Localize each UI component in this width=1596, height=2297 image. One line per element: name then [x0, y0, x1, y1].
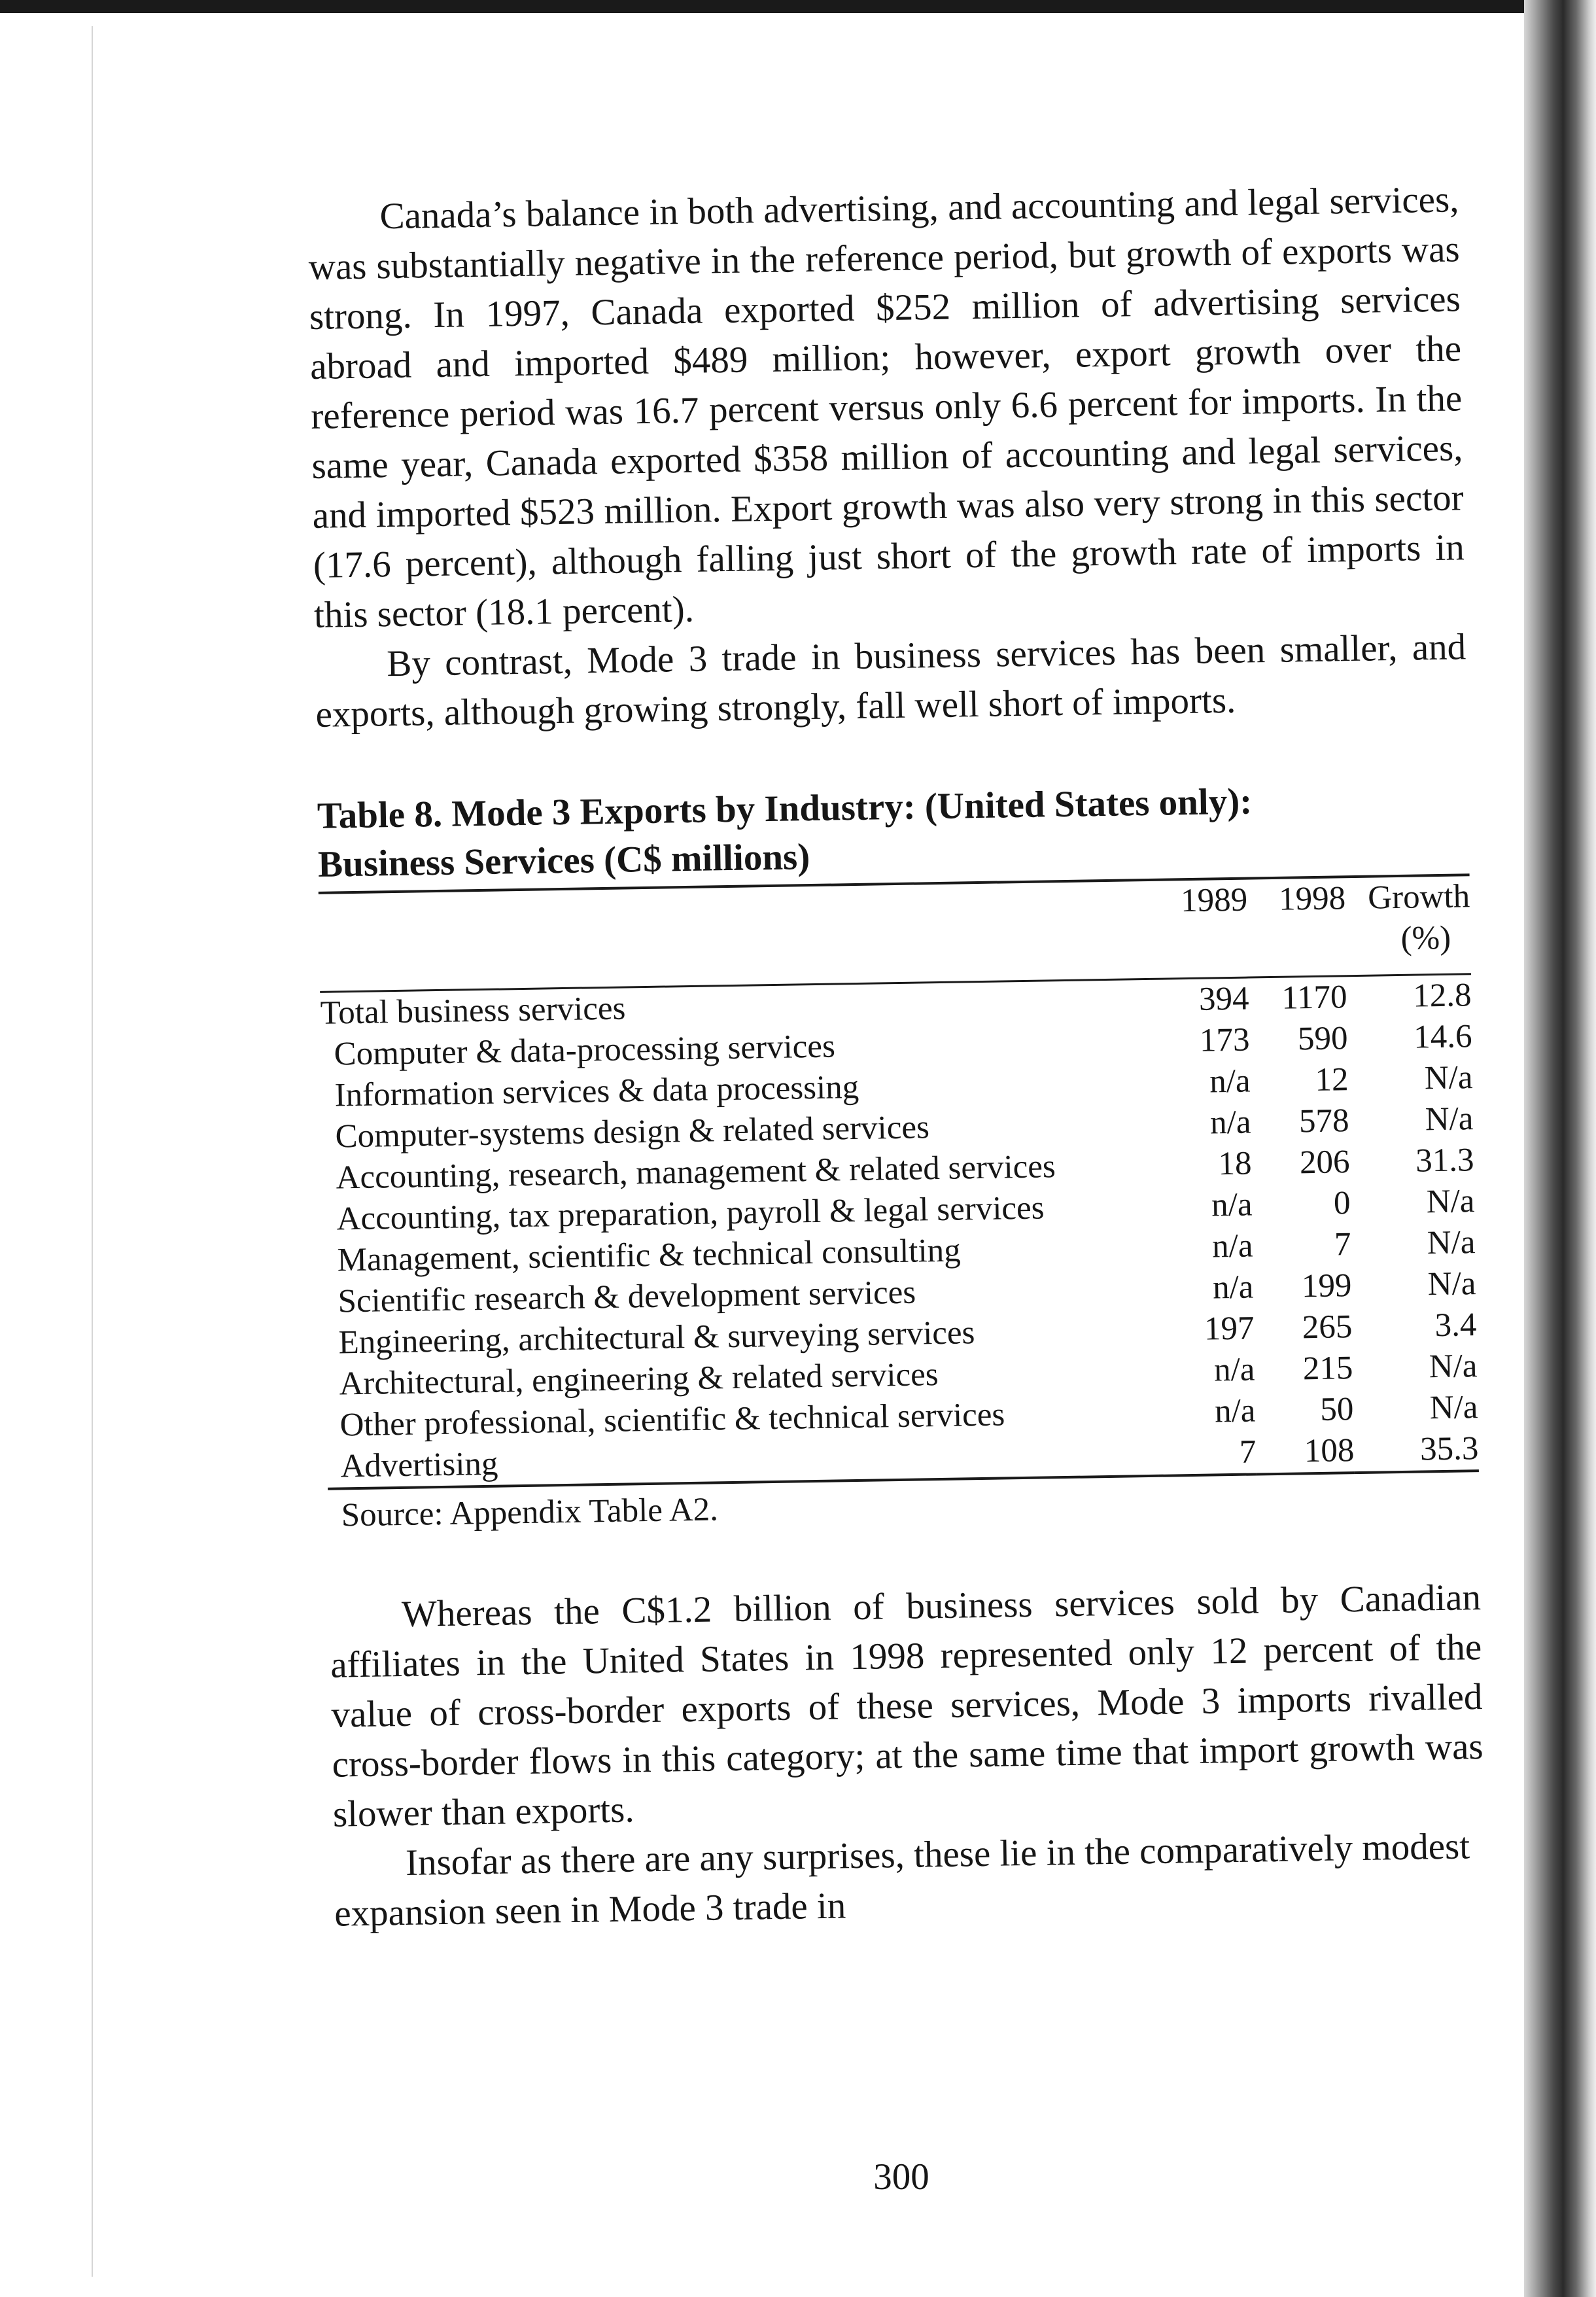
header-growth-unit: (%): [1400, 919, 1451, 957]
page-content: [307, 175, 1486, 1938]
cell-1989: 197: [1204, 1310, 1255, 1348]
page-number: 300: [873, 2156, 929, 2198]
cell-1989: n/a: [1211, 1227, 1253, 1265]
row-label: Computer-systems design & related services: [335, 1109, 930, 1155]
row-label: Accounting, tax preparation, payroll & legal services: [336, 1189, 1045, 1238]
paragraph-balance: Canada’s balance in both advertising, and accounting and legal services, was substantially negative in the reference period, but growth of exports was strong. In 1997, Canada exported $252 million of advertising services abroad and imported $489 million; however, export growth over the reference period was 16.7 percent versus only 6.6 percent for imports. In the same year, Canada exported $358 million of accounting and legal services, and imported $523 million. Export growth was also very strong in this sector (17.6 percent), although falling just short of the growth rate of imports in this sector (18.1 percent).: [308, 179, 1465, 636]
row-label: Accounting, research, management & related services: [336, 1148, 1056, 1197]
cell-growth: N/a: [1425, 1100, 1474, 1138]
cell-1998: 0: [1333, 1185, 1351, 1222]
cell-growth: N/a: [1429, 1389, 1478, 1427]
header-spacer: [319, 881, 1151, 977]
row-label: Engineering, architectural & surveying services: [338, 1314, 975, 1361]
cell-growth: 35.3: [1354, 1428, 1479, 1473]
paragraph-affiliates: Whereas the C$1.2 billion of business services sold by Canadian affiliates in the United States in 1998 represented only 12 percent of the value of cross-border exports of these services, Mode 3 imports rivalled cross-border flows in this category; at the same time that import growth was slower than exports.: [330, 1577, 1484, 1835]
cell-1998: 108: [1256, 1430, 1355, 1474]
cell-growth: 3.4: [1434, 1306, 1477, 1344]
cell-growth: 31.3: [1415, 1142, 1474, 1180]
row-label: Scientific research & development services: [338, 1274, 916, 1320]
cell-1998: 215: [1302, 1350, 1353, 1388]
table-source: Source: Appendix Table A2.: [341, 1491, 719, 1534]
paragraph-mode3-contrast: By contrast, Mode 3 trade in business services has been smaller, and exports, although growing strongly, fall well short of imports.: [315, 626, 1466, 735]
cell-growth: N/a: [1429, 1348, 1478, 1386]
scan-top-edge: [0, 0, 1596, 13]
cell-1989: n/a: [1213, 1351, 1255, 1389]
table-title-line1: Table 8. Mode 3 Exports by Industry: (United States only):: [317, 780, 1253, 837]
row-label: Architectural, engineering & related services: [339, 1356, 939, 1403]
cell-growth: N/a: [1427, 1224, 1476, 1262]
header-growth: [1345, 876, 1471, 960]
cell-1998: 199: [1301, 1267, 1352, 1305]
cell-1998: 265: [1302, 1308, 1353, 1346]
cell-1989: n/a: [1212, 1269, 1254, 1306]
header-growth-label: Growth: [1367, 878, 1470, 917]
cell-growth: 12.8: [1412, 977, 1472, 1015]
cell-1998: 12: [1315, 1061, 1349, 1098]
cell-1998: 206: [1299, 1144, 1350, 1182]
table-title-line2: Business Services (C$ millions): [317, 836, 810, 885]
cell-1989: n/a: [1211, 1186, 1253, 1224]
cell-growth: N/a: [1426, 1183, 1475, 1221]
row-label: Advertising: [327, 1433, 1158, 1489]
scan-left-edge: [92, 26, 93, 2277]
cell-1989: 18: [1218, 1145, 1252, 1183]
cell-1989: 394: [1198, 980, 1249, 1018]
after-table-text: [330, 1573, 1486, 1939]
cell-1989: 173: [1199, 1021, 1250, 1059]
cell-1998: 7: [1334, 1226, 1351, 1263]
cell-1998: 578: [1298, 1102, 1349, 1140]
row-label: Computer & data-processing services: [334, 1028, 836, 1073]
cell-growth: 14.6: [1413, 1018, 1472, 1056]
cell-growth: N/a: [1424, 1059, 1473, 1097]
cell-1989: 7: [1158, 1431, 1257, 1475]
row-label: Other professional, scientific & technical services: [339, 1396, 1005, 1444]
header-1998: 1998: [1278, 880, 1346, 918]
cell-1989: n/a: [1214, 1392, 1256, 1430]
cell-1998: 590: [1297, 1020, 1348, 1058]
cell-growth: N/a: [1427, 1265, 1476, 1303]
cell-1989: n/a: [1209, 1104, 1251, 1142]
cell-1998: 50: [1319, 1391, 1354, 1428]
cell-1998: 1170: [1281, 979, 1347, 1017]
table-8: [317, 774, 1480, 1539]
exports-table: [319, 876, 1479, 1490]
paragraph-surprises: Insofar as there are any surprises, these lie in the comparatively modest expansion seen in Mode 3 trade in: [334, 1825, 1470, 1935]
header-1989: 1989: [1180, 881, 1248, 920]
row-label: Total business services: [320, 990, 626, 1032]
cell-1989: n/a: [1209, 1062, 1251, 1100]
book-spine-shadow: [1524, 0, 1596, 2297]
table-body: [320, 974, 1479, 1489]
row-label: Management, scientific & technical consulting: [337, 1232, 962, 1279]
row-label: Information services & data processing: [334, 1068, 859, 1114]
